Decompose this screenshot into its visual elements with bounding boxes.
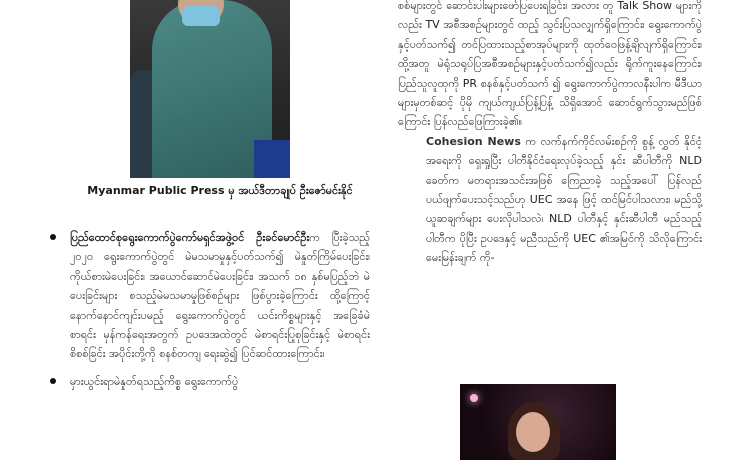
right-column (398, 0, 702, 268)
bullet-body: က ပြီးခဲ့သည့် ၂၀၂၀ ရွေးကောက်ပွဲတွင် မဲမသမာမှုနှင့်ပတ်သက်၍ မဲနှုတ်ကြိမ်ပေးခြင်း၊ ကိုယ်စားမဲပေးခြင်း၊ အယောင်ဆောင်မဲပေးခြင်း၊ အသက် ၁၈ နှစ်မပြည့်ဘဲ မဲပေးခြင်းများ စသည့်မဲမသမာမှုဖြစ်စဉ်များ ဖြစ်ပွားခဲ့ကြောင်း ထို့ကြောင့် နောက်နောင်ကျင်းပမည့် ရွေးကောက်ပွဲတွင် ယင်းကိစ္စများနှင့် အခြေခံမဲစာရင်း မှန်ကန်ရေးအတွက် ဥပဒေအထဲတွင် မဲစာရင်းပြုစုခြင်းနှင့် မဲစာရင်းစိစစ်ခြင်း အပိုင်းတို့ကို စနစ်တကျ ရေးဆွဲ၍ ပြင်ဆင်ထားကြောင်း၊ (70, 231, 370, 361)
outlet-name: Cohesion News (426, 134, 521, 148)
blue-chair (254, 140, 290, 178)
bullet-icon (50, 378, 56, 384)
stage-light (470, 394, 478, 402)
photo-editor-in-chief (130, 0, 290, 178)
bullet-bold-lead: ပြည်ထောင်စုရွေးကောက်ပွဲကော်မရှင်အဖွဲ့ဝင် ဦးခင်မောင်ဦး (70, 231, 310, 244)
left-column (50, 228, 370, 391)
bullet-item (50, 372, 370, 391)
body-paragraph (398, 132, 702, 268)
bullet-paragraph (70, 228, 370, 364)
bullet-item (50, 228, 370, 364)
face-mask (182, 6, 220, 26)
woman-face (516, 412, 550, 452)
body-paragraph: စစ်များတွင် ဆောင်းပါးများဖော်ပြပေးရခြင်း၊ အလား တူ Talk Show များကိုလည်း TV အစီအစဉ်များတွင် ထည့် သွင်းပြသလျှက်ရှိကြောင်း၊ ရွေးကောက်ပွဲနှင့်ပတ်သက်၍ တင်ပြထားသည့်စာအုပ်များကို ထုတ်ဝေဖြန့်ချိလျက်ရှိကြောင်း၊ ထို့အတူ မဲရုံသရုပ်ပြအစီအစဉ်များနှင့်ပတ်သက်၍လည်း ရိုက်ကူးနေကြောင်း၊ ပြည်သူလူထုကို PR စနစ်နှင့်ပတ်သက် ၍ ရွေးကောက်ပွဲကာလနီးပါက မီဒီယာများမှတစ်ဆင့် ပိုမို ကျယ်ကျယ်ပြန့်ပြန့် သိရှိအောင် ဆောင်ရွက်သွားမည်ဖြစ် ကြောင်း ပြန်လည်ဖြေကြားခဲ့၏။ (398, 0, 702, 129)
photo-speaker-woman (460, 384, 616, 460)
bullet-icon (50, 234, 56, 240)
bullet-paragraph: မှားယွင်းရာမဲနှုတ်ရသည့်ကိစ္စ ရွေးကောက်ပွဲ (70, 374, 239, 388)
question-text: က လက်နက်ကိုင်လမ်းစဉ်ကို စွန့် လွှတ် နိုင်ငံ့အရေးကို ရှေးရှုပြီး ပါတီနိုင်ငံရေးလုပ်ခဲ့သည့် နှင်း ဆီပါတီကို NLD ခေတ်က မတရားအသင်းအဖြစ် ကြေညာခဲ့ သည့်အပေါ် ပြန်လည်ပယ်ဖျက်ပေးသင့်သည်ဟု UEC အနေ ဖြင့် ထင်မြင်ပါသလား၊ မည်သို့ယူဆချက်များ ပေးလိုပါသလဲ၊ NLD ပါတီနှင့် နှင်းဆီပါတီ မည်သည့်ပါတီက ပိုပြီး ဥပဒေနှင့် မညီသည်ကို UEC ၏အမြင်ကို သိလိုကြောင်း မေးမြန်းချက် ကို- (426, 134, 702, 265)
photo-caption: Myanmar Public Press မှ အယ်ဒီတာချုပ် ဦးဇော်မင်းနိုင် (87, 184, 353, 197)
